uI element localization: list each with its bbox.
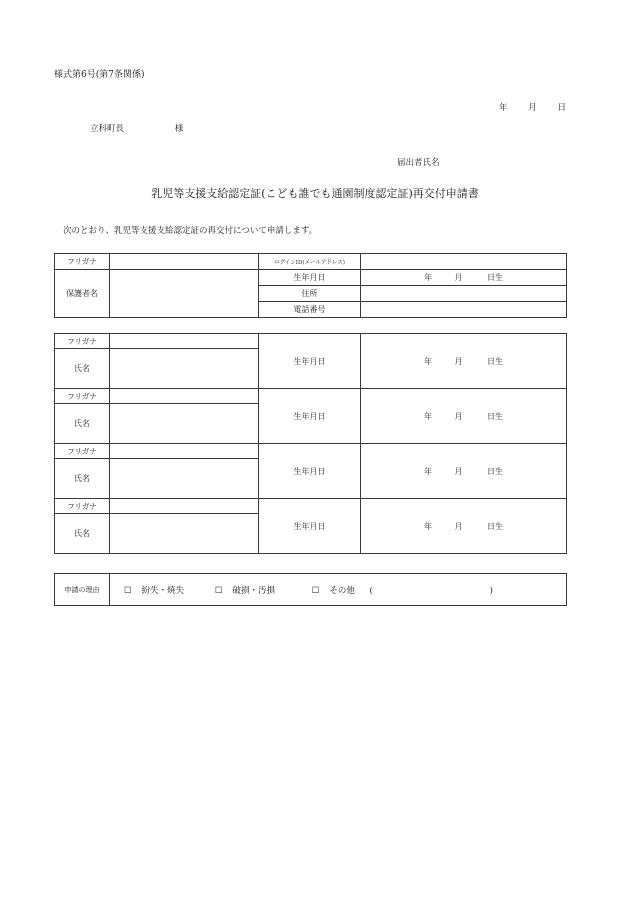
child-row bbox=[55, 389, 567, 404]
phone-field[interactable] bbox=[361, 302, 567, 318]
child-row bbox=[55, 444, 567, 459]
date-day-label: 日 bbox=[557, 103, 566, 113]
guardian-name-field[interactable] bbox=[110, 270, 259, 318]
reason-option-label: その他 bbox=[329, 585, 355, 596]
child-furigana-field[interactable] bbox=[110, 499, 259, 514]
child-birth-label: 生年月日 bbox=[259, 444, 361, 499]
login-id-label: ログインID(メールアドレス) bbox=[259, 254, 361, 270]
child-birth-day: 日生 bbox=[487, 411, 504, 421]
reason-option-label: 紛失・焼失 bbox=[141, 585, 185, 596]
child-birth-day: 日生 bbox=[487, 521, 504, 531]
reason-label: 申請の理由 bbox=[55, 574, 110, 606]
child-name-field[interactable] bbox=[110, 514, 259, 554]
child-name-label: 氏名 bbox=[55, 349, 110, 389]
guardian-birth-year: 年 bbox=[423, 273, 432, 282]
child-furigana-field[interactable] bbox=[110, 444, 259, 459]
child-name-field[interactable] bbox=[110, 349, 259, 389]
child-birth-field[interactable] bbox=[361, 334, 567, 389]
child-birth-field[interactable] bbox=[361, 389, 567, 444]
other-paren-open: ( bbox=[369, 585, 373, 596]
child-birth-year: 年 bbox=[423, 411, 432, 421]
child-birth-label: 生年月日 bbox=[259, 389, 361, 444]
addressee bbox=[90, 122, 183, 134]
child-furigana-label: フリガナ bbox=[55, 389, 110, 404]
child-furigana-label: フリガナ bbox=[55, 499, 110, 514]
child-name-field[interactable] bbox=[110, 459, 259, 499]
child-furigana-label: フリガナ bbox=[55, 444, 110, 459]
address-label: 住所 bbox=[259, 286, 361, 302]
guardian-table bbox=[54, 253, 567, 318]
addressee-name: 立科町長 bbox=[90, 124, 125, 134]
child-birth-field[interactable] bbox=[361, 499, 567, 554]
other-paren-close: ) bbox=[489, 585, 493, 596]
child-birth-day: 日生 bbox=[487, 356, 504, 366]
login-id-field[interactable] bbox=[361, 254, 567, 270]
child-birth-month: 月 bbox=[454, 466, 463, 476]
child-birth-month: 月 bbox=[454, 521, 463, 531]
guardian-birth-day: 日生 bbox=[487, 273, 504, 282]
children-table bbox=[54, 333, 567, 554]
child-row bbox=[55, 499, 567, 514]
intro-text: 次のとおり、乳児等支援支給認定証の再交付について申請します。 bbox=[63, 226, 318, 236]
reason-option-label: 破損・汚損 bbox=[232, 585, 275, 596]
date-month-label: 月 bbox=[528, 103, 537, 113]
reason-option-lost[interactable] bbox=[124, 584, 184, 596]
checkbox-icon[interactable]: ☐ bbox=[214, 585, 223, 596]
child-birth-year: 年 bbox=[423, 466, 432, 476]
child-furigana-field[interactable] bbox=[110, 334, 259, 349]
child-row bbox=[55, 334, 567, 349]
child-furigana-field[interactable] bbox=[110, 389, 259, 404]
child-birth-month: 月 bbox=[454, 356, 463, 366]
reason-option-other[interactable] bbox=[312, 584, 355, 596]
date-year-label: 年 bbox=[499, 103, 508, 113]
guardian-birth-month: 月 bbox=[454, 273, 463, 282]
child-birth-label: 生年月日 bbox=[259, 499, 361, 554]
addressee-honorific: 様 bbox=[174, 124, 184, 134]
child-birth-year: 年 bbox=[423, 521, 432, 531]
applicant-name-label: 届出者氏名 bbox=[397, 158, 440, 168]
child-birth-year: 年 bbox=[423, 356, 432, 366]
child-name-field[interactable] bbox=[110, 404, 259, 444]
phone-label: 電話番号 bbox=[259, 302, 361, 318]
guardian-name-label: 保護者名 bbox=[55, 270, 110, 318]
guardian-furigana-field[interactable] bbox=[110, 254, 259, 270]
child-birth-field[interactable] bbox=[361, 444, 567, 499]
child-furigana-label: フリガナ bbox=[55, 334, 110, 349]
guardian-birth-label: 生年月日 bbox=[259, 270, 361, 286]
child-birth-label: 生年月日 bbox=[259, 334, 361, 389]
date-line bbox=[499, 101, 566, 113]
checkbox-icon[interactable]: ☐ bbox=[124, 585, 132, 596]
child-name-label: 氏名 bbox=[55, 514, 110, 554]
document-title: 乳児等支援支給認定証(こども誰でも通園制度認定証)再交付申請書 bbox=[151, 187, 479, 200]
child-birth-month: 月 bbox=[454, 411, 463, 421]
child-name-label: 氏名 bbox=[55, 404, 110, 444]
reason-option-damaged[interactable] bbox=[215, 584, 275, 596]
checkbox-icon[interactable]: ☐ bbox=[311, 585, 320, 596]
guardian-birth-field[interactable] bbox=[361, 270, 567, 286]
address-field[interactable] bbox=[361, 286, 567, 302]
reason-options bbox=[110, 574, 567, 606]
form-number: 様式第6号(第7条関係) bbox=[54, 70, 145, 80]
child-birth-day: 日生 bbox=[487, 466, 504, 476]
child-name-label: 氏名 bbox=[55, 459, 110, 499]
reason-table bbox=[54, 573, 567, 606]
guardian-furigana-label: フリガナ bbox=[55, 254, 110, 270]
